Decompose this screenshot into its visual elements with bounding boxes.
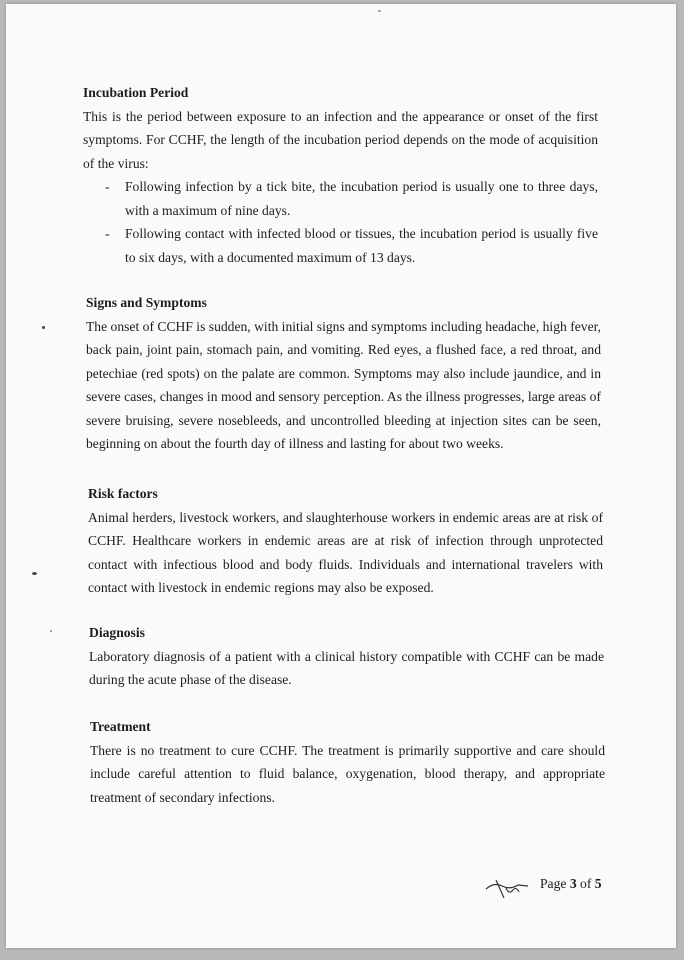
paragraph: The onset of CCHF is sudden, with initial signs and symptoms including headache, high fever, back pain, joint pain, stomach pain, and vomiting. Red eyes, a flushed face, a red throat, and petechiae (red spots) on the palate are common. Symptoms may also include jaundice, and in severe cases, changes in mood and sensory perception. As the illness progresses, large areas of severe bruising, severe nosebleeds, and uncontrolled bleeding at injection sites can be seen, beginning on about the fourth day of illness and lasting for about two weeks. — [86, 318, 601, 451]
scan-speck — [378, 10, 381, 12]
paragraph: Laboratory diagnosis of a patient with a clinical history compatible with CCHF can be made during the acute phase of the disease. — [89, 648, 604, 687]
scan-speck — [42, 326, 45, 329]
section-heading: Incubation Period — [83, 85, 189, 100]
paragraph: This is the period between exposure to an infection and the appearance or onset of the first symptoms. For CCHF, the length of the incubation period depends on the mode of acquisition of the virus: — [83, 108, 598, 171]
section-risk-factors — [88, 482, 603, 600]
section-incubation — [83, 81, 598, 269]
page-footer — [482, 872, 642, 912]
section-heading: Diagnosis — [89, 625, 145, 640]
section-heading: Signs and Symptoms — [86, 295, 207, 310]
section-treatment — [90, 715, 605, 809]
scan-speck — [50, 630, 52, 632]
list-item: - Following infection by a tick bite, the incubation period is usually one to three days, with a maximum of nine days. — [125, 175, 598, 222]
section-diagnosis — [89, 621, 604, 692]
signature-icon — [482, 876, 532, 902]
scan-speck — [32, 572, 37, 575]
section-signs-and-symptoms — [86, 291, 601, 456]
document-page — [6, 4, 676, 948]
page-number: Page 3 of 5 — [540, 876, 602, 891]
section-heading: Risk factors — [88, 486, 158, 501]
paragraph: Animal herders, livestock workers, and slaughterhouse workers in endemic areas are at risk of CCHF. Healthcare workers in endemic areas are at risk of infection through unprotected contact with infectious blood and body fluids. Individuals and international travelers with contact with livestock in endemic regions may also be exposed. — [88, 509, 603, 595]
section-heading: Treatment — [90, 719, 151, 734]
paragraph: There is no treatment to cure CCHF. The treatment is primarily supportive and care should include careful attention to fluid balance, oxygenation, blood therapy, and appropriate treatment of secondary infections. — [90, 742, 605, 805]
list-item: - Following contact with infected blood or tissues, the incubation period is usually five to six days, with a documented maximum of 13 days. — [125, 222, 598, 269]
bullet-list — [83, 175, 598, 269]
